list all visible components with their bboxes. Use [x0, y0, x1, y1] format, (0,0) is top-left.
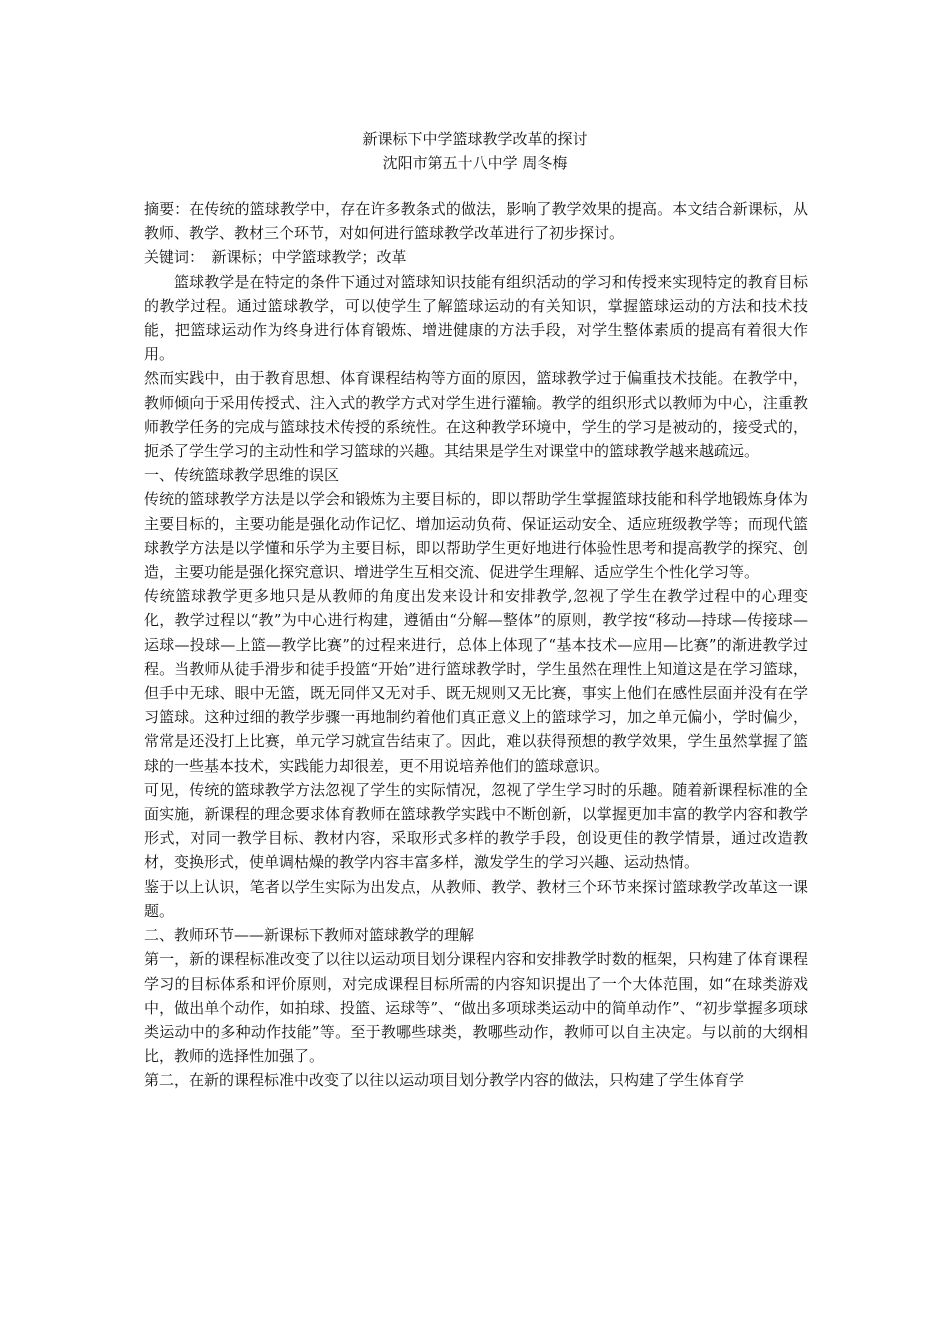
body-paragraph: 可见，传统的篮球教学方法忽视了学生的实际情况，忽视了学生学习时的乐趣。随着新课程标准的全面实施，新课程的理念要求体育教师在篮球教学实践中不断创新，以掌握更加丰富的教学内容和教学形式，对同一教学目标、教材内容，采取形式多样的教学手段，创设更佳的教学情景，通过改造教材，变换形式，使单调枯燥的教学内容丰富多样，激发学生的学习兴趣、运动热情。 [144, 780, 808, 872]
keywords-paragraph: 关键词： 新课标；中学篮球教学；改革 [144, 248, 407, 267]
body-paragraph: 第一，新的课程标准改变了以往以运动项目划分课程内容和安排教学时数的框架，只构建了体育课程学习的目标体系和评价原则，对完成课程目标所需的内容知识提出了一个大体范围，如“在球类游戏中，做出单个动作，如拍球、投篮、运球等”、“做出多项球类运动中的简单动作”、“初步掌握多项球类运动中的多种动作技能”等。至于教哪些球类，教哪些动作，教师可以自主决定。与以前的大纲相比，教师的选择性加强了。 [144, 950, 808, 1066]
body-paragraph: 传统的篮球教学方法是以学会和锻炼为主要目标的，即以帮助学生掌握篮球技能和科学地锻炼身体为主要目标的，主要功能是强化动作记忆、增加运动负荷、保证运动安全、适应班级教学等；而现代篮球教学方法是以学懂和乐学为主要目标，即以帮助学生更好地进行体验性思考和提高教学的探究、创造，主要功能是强化探究意识、增进学生互相交流、促进学生理解、适应学生个性化学习等。 [144, 490, 808, 582]
title-block [0, 127, 950, 175]
abstract-paragraph: 摘要：在传统的篮球教学中，存在许多教条式的做法，影响了教学效果的提高。本文结合新课标，从教师、教学、教材三个环节，对如何进行篮球教学改革进行了初步探讨。 [144, 200, 808, 243]
document-body [144, 197, 808, 1093]
section-heading: 一、传统篮球教学思维的误区 [144, 466, 340, 485]
section-heading: 二、教师环节——新课标下教师对篮球教学的理解 [144, 926, 475, 945]
body-paragraph: 然而实践中，由于教育思想、体育课程结构等方面的原因，篮球教学过于偏重技术技能。在教学中，教师倾向于采用传授式、注入式的教学方式对学生进行灌输。教学的组织形式以教师为中心，注重教师教学任务的完成与篮球技术传授的系统性。在这种教学环境中，学生的学习是被动的，接受式的，扼杀了学生学习的主动性和学习篮球的兴趣。其结果是学生对课堂中的篮球教学越来越疏远。 [144, 369, 808, 461]
body-paragraph: 篮球教学是在特定的条件下通过对篮球知识技能有组织活动的学习和传授来实现特定的教育目标的教学过程。通过篮球教学，可以使学生了解篮球运动的有关知识，掌握篮球运动的方法和技术技能，把篮球运动作为终身进行体育锻炼、增进健康的方法手段，对学生整体素质的提高有着很大作用。 [144, 272, 808, 364]
body-paragraph: 鉴于以上认识，笔者以学生实际为出发点，从教师、教学、教材三个环节来探讨篮球教学改革这一课题。 [144, 877, 808, 920]
document-title: 新课标下中学篮球教学改革的探讨 [362, 130, 588, 148]
author-line: 沈阳市第五十八中学 周冬梅 [382, 154, 568, 172]
body-paragraph: 传统篮球教学更多地只是从教师的角度出发来设计和安排教学,忽视了学生在教学过程中的心理变化，教学过程以“教”为中心进行构建，遵循由“分解—整体”的原则，教学按“移动—持球—传接球—运球—投球—上篮—教学比赛”的过程来进行，总体上体现了“基本技术—应用—比赛”的渐进教学过程。当教师从徒手滑步和徒手投篮“开始”进行篮球教学时，学生虽然在理性上知道这是在学习篮球，但手中无球、眼中无篮，既无同伴又无对手、既无规则又无比赛，事实上他们在感性层面并没有在学习篮球。这种过细的教学步骤一再地制约着他们真正意义上的篮球学习，加之单元偏小，学时偏少，常常是还没打上比赛，单元学习就宣告结束了。因此，难以获得预想的教学效果，学生虽然掌握了篮球的一些基本技术，实践能力却很差，更不用说培养他们的篮球意识。 [144, 587, 808, 775]
body-paragraph: 第二，在新的课程标准中改变了以往以运动项目划分教学内容的做法，只构建了学生体育学 [144, 1071, 745, 1090]
